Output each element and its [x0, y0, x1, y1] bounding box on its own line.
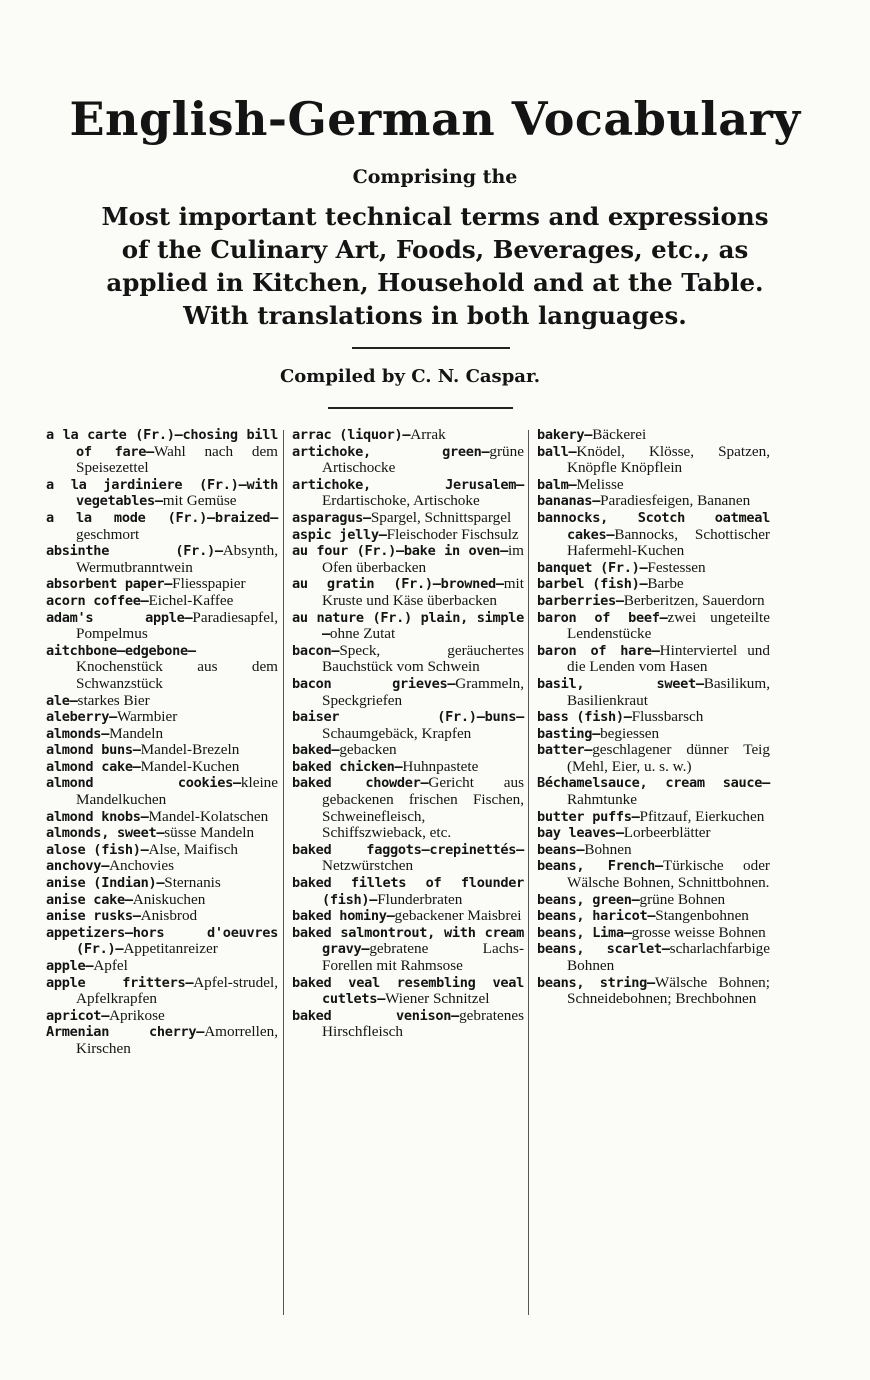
vocabulary-entry: [292, 676, 524, 709]
vocabulary-entry: [46, 908, 278, 925]
vocabulary-entry: [46, 477, 278, 510]
entry-translation: Fleischoder Fischsulz: [386, 525, 519, 543]
entry-term: aspic jelly—: [292, 526, 387, 543]
vocabulary-entry: [46, 543, 278, 576]
vocabulary-entry: [292, 643, 524, 676]
entry-term: baked—: [292, 742, 340, 759]
entry-term: barberries—: [537, 592, 624, 609]
entry-term: baked salmontrout, with cream gravy—: [292, 924, 524, 958]
vocabulary-entry: [46, 842, 278, 859]
entry-translation: Eichel-Kaffee: [148, 591, 234, 609]
entry-translation: Mandel-Brezeln: [140, 741, 240, 759]
entry-term: barbel (fish)—: [537, 576, 648, 593]
entry-term: alose (fish)—: [46, 841, 149, 858]
vocabulary-entry: [46, 427, 278, 477]
vocabulary-entry: [46, 958, 278, 975]
entry-translation: Fliesspapier: [172, 575, 246, 593]
entry-translation: Appetitanreizer: [123, 940, 218, 958]
entry-translation: grosse weisse Bohnen: [631, 923, 766, 941]
entry-term: beans, green—: [537, 891, 640, 908]
vocabulary-column-1: [46, 427, 278, 1058]
entry-translation: mit Kruste und Käse überbacken: [322, 575, 524, 609]
entry-term: aitchbone—edgebone—: [46, 642, 196, 659]
vocabulary-entry: [537, 510, 770, 560]
entry-term: ale—: [46, 692, 78, 709]
entry-term: Béchamelsauce, cream sauce—: [537, 775, 770, 792]
entry-translation: Mandeln: [109, 724, 164, 742]
vocabulary-entry: [537, 444, 770, 477]
entry-translation: Knochenstück aus dem Schwanzstück: [76, 658, 278, 692]
entry-term: baked faggots—crepinettés—: [292, 841, 524, 858]
entry-translation: begiessen: [600, 724, 660, 742]
entry-translation: Gericht aus gebackenen frischen Fischen, Schweinefleisch, Schiffszwieback, etc.: [322, 774, 524, 842]
entry-translation: grüne Bohnen: [639, 890, 726, 908]
divider-rule: [328, 407, 513, 409]
entry-term: baron of hare—: [537, 642, 660, 659]
entry-translation: Melisse: [576, 475, 624, 493]
entry-translation: Flunderbraten: [377, 890, 463, 908]
entry-translation: Erdartischoke, Artischoke: [322, 492, 480, 510]
entry-term: baked veal resembling veal cutlets—: [292, 974, 524, 1008]
entry-term: almond cake—: [46, 758, 141, 775]
entry-translation: Basilikum, Basilienkraut: [567, 674, 770, 709]
entry-translation: Alse, Maifisch: [148, 840, 238, 858]
entry-term: a la mode (Fr.)—braized—: [46, 509, 278, 526]
entry-term: beans, haricot—: [537, 908, 656, 925]
entry-translation: Barbe: [647, 575, 684, 593]
entry-term: a la carte (Fr.)—chosing bill of fare—: [46, 427, 278, 460]
vocabulary-entry: [292, 742, 524, 759]
vocabulary-entry: [537, 825, 770, 842]
entry-translation: Anchovies: [109, 857, 175, 875]
entry-translation: Speck, geräuchertes Bauchstück vom Schwein: [322, 641, 524, 676]
column-divider: [283, 430, 284, 1315]
vocabulary-entry: [537, 858, 770, 891]
vocabulary-entry: [46, 643, 278, 693]
entry-translation: Mandel-Kuchen: [140, 757, 240, 775]
entry-translation: Knödel, Klösse, Spatzen, Knöpfle Knöpflein: [567, 442, 770, 477]
entry-term: baked hominy—: [292, 908, 395, 925]
entry-translation: gebratene Lachs-Forellen mit Rahmsose: [322, 940, 524, 974]
vocabulary-entry: [537, 593, 770, 610]
entry-translation: Berberitzen, Sauerdorn: [623, 591, 765, 609]
entry-term: bacon grieves—: [292, 675, 456, 692]
entry-term: beans, French—: [537, 858, 663, 875]
entry-translation: Sternanis: [164, 874, 221, 892]
entry-term: arrac (liquor)—: [292, 427, 411, 443]
entry-term: au four (Fr.)—bake in oven—: [292, 543, 508, 560]
vocabulary-entry: [537, 842, 770, 859]
vocabulary-entry: [537, 576, 770, 593]
entry-translation: Bäckerei: [592, 426, 647, 443]
vocabulary-entry: [292, 775, 524, 841]
vocabulary-entry: [292, 975, 524, 1008]
entry-translation: Apfel-strudel, Apfelkrapfen: [76, 973, 278, 1008]
entry-term: acorn coffee—: [46, 592, 149, 609]
entry-translation: starkes Bier: [77, 691, 150, 709]
entry-term: anise cake—: [46, 891, 133, 908]
entry-term: artichoke, green—: [292, 443, 490, 460]
entry-translation: Türkische oder Wälsche Bohnen, Schnittbohnen.: [567, 857, 770, 892]
entry-term: anchovy—: [46, 858, 110, 875]
vocabulary-entry: [46, 892, 278, 909]
entry-translation: Stangenbohnen: [655, 907, 749, 925]
description-line: Most important technical terms and expressions: [101, 202, 769, 231]
vocabulary-entry: [292, 610, 524, 643]
entry-translation: Amorrellen, Kirschen: [76, 1023, 278, 1057]
entry-term: butter puffs—: [537, 808, 640, 825]
vocabulary-column-2: [292, 427, 524, 1041]
entry-translation: Mandel-Kolatschen: [148, 807, 269, 825]
entry-term: asparagus—: [292, 509, 371, 526]
entry-term: bacon—: [292, 642, 340, 659]
entry-term: anise rusks—: [46, 908, 141, 925]
vocabulary-entry: [292, 1008, 524, 1041]
entry-term: almonds—: [46, 725, 110, 742]
vocabulary-entry: [292, 477, 524, 510]
entry-term: almond cookies—: [46, 775, 241, 792]
entry-translation: ohne Zutat: [329, 625, 396, 643]
vocabulary-entry: [292, 759, 524, 776]
vocabulary-entry: [537, 676, 770, 709]
entry-term: bananas—: [537, 493, 601, 510]
vocabulary-entry: [46, 726, 278, 743]
entry-translation: gebacken: [339, 741, 397, 759]
vocabulary-entry: [292, 908, 524, 925]
vocabulary-entry: [537, 726, 770, 743]
entry-term: balm—: [537, 476, 577, 493]
vocabulary-entry: [537, 493, 770, 510]
column-divider: [528, 430, 529, 1315]
entry-term: absinthe (Fr.)—: [46, 543, 223, 560]
vocabulary-entry: [537, 925, 770, 942]
entry-term: appetizers—hors d'oeuvres (Fr.)—: [46, 924, 278, 958]
entry-translation: Bannocks, Schottischer Hafermehl-Kuchen: [567, 525, 770, 560]
entry-term: baked venison—: [292, 1007, 460, 1024]
entry-translation: kleine Mandelkuchen: [76, 774, 278, 809]
entry-term: Armenian cherry—: [46, 1024, 205, 1041]
entry-term: basting—: [537, 725, 601, 742]
vocabulary-entry: [537, 941, 770, 974]
entry-term: bannocks, Scotch oatmeal cakes—: [537, 509, 770, 543]
entry-term: almonds, sweet—: [46, 825, 165, 842]
entry-term: beans, Lima—: [537, 924, 632, 941]
entry-translation: Arrak: [410, 426, 446, 443]
vocabulary-entry: [537, 709, 770, 726]
entry-term: artichoke, Jerusalem—: [292, 476, 524, 493]
vocabulary-entry: [537, 560, 770, 577]
entry-term: anise (Indian)—: [46, 875, 165, 892]
entry-term: almond buns—: [46, 742, 141, 759]
vocabulary-entry: [46, 1024, 278, 1057]
entry-translation: gebratenes Hirschfleisch: [322, 1006, 524, 1041]
entry-term: au gratin (Fr.)—browned—: [292, 576, 504, 593]
vocabulary-entry: [46, 593, 278, 610]
vocabulary-entry: [46, 576, 278, 593]
vocabulary-entry: [46, 809, 278, 826]
vocabulary-entry: [46, 875, 278, 892]
vocabulary-entry: [46, 858, 278, 875]
vocabulary-entry: [292, 543, 524, 576]
entry-term: adam's apple—: [46, 609, 193, 626]
vocabulary-entry: [46, 610, 278, 643]
vocabulary-column-3: [537, 427, 770, 1008]
entry-translation: geschlagener dünner Teig (Mehl, Eier, u. s. w.): [567, 741, 770, 775]
entry-term: a la jardiniere (Fr.)—with vegetables—: [46, 476, 278, 510]
vocabulary-entry: [537, 809, 770, 826]
entry-translation: Rahmtunke: [567, 791, 638, 809]
vocabulary-entry: [537, 610, 770, 643]
vocabulary-entry: [46, 709, 278, 726]
entry-term: beans, scarlet—: [537, 941, 670, 958]
entry-term: apricot—: [46, 1007, 110, 1024]
entry-translation: geschmort: [76, 525, 140, 543]
entry-translation: Absynth, Wermutbranntwein: [76, 542, 278, 576]
entry-term: bass (fish)—: [537, 709, 632, 726]
description-line: of the Culinary Art, Foods, Beverages, etc., as: [121, 235, 749, 264]
entry-translation: Festessen: [647, 558, 706, 576]
entry-term: apple—: [46, 958, 94, 974]
entry-term: baiser (Fr.)—buns—: [292, 709, 524, 726]
description-line: applied in Kitchen, Household and at the Table.: [106, 268, 764, 297]
entry-translation: zwei ungeteilte Lendenstücke: [567, 608, 770, 643]
entry-translation: Grammeln, Speckgriefen: [322, 674, 524, 709]
entry-term: batter—: [537, 742, 593, 759]
vocabulary-entry: [46, 1008, 278, 1025]
entry-translation: Warmbier: [116, 708, 178, 726]
vocabulary-entry: [537, 427, 770, 444]
entry-term: absorbent paper—: [46, 576, 173, 593]
entry-translation: Pfitzauf, Eierkuchen: [639, 807, 765, 825]
entry-translation: Huhnpastete: [402, 757, 479, 775]
entry-translation: gebackener Maisbrei: [394, 907, 522, 925]
entry-translation: Spargel, Schnittspargel: [370, 508, 512, 526]
entry-translation: Anisbrod: [140, 907, 198, 925]
entry-translation: im Ofen überbacken: [322, 542, 524, 576]
entry-translation: Apfel: [93, 957, 128, 974]
entry-translation: grüne Artischocke: [322, 442, 524, 477]
entry-translation: süsse Mandeln: [164, 824, 255, 842]
vocabulary-entry: [46, 925, 278, 958]
entry-term: beans—: [537, 841, 585, 858]
description-line: With translations in both languages.: [183, 301, 687, 330]
vocabulary-entry: [46, 693, 278, 710]
entry-translation: Flussbarsch: [631, 708, 704, 726]
vocabulary-entry: [292, 510, 524, 527]
vocabulary-entry: [292, 444, 524, 477]
subtitle-comprising: Comprising the: [352, 166, 518, 188]
entry-translation: Wiener Schnitzel: [385, 990, 490, 1008]
vocabulary-entry: [292, 842, 524, 875]
vocabulary-entry: [46, 775, 278, 808]
entry-translation: Lorbeerblätter: [623, 824, 711, 842]
compiled-by: Compiled by C. N. Caspar.: [279, 366, 541, 387]
entry-term: baked chowder—: [292, 775, 429, 792]
vocabulary-entry: [537, 892, 770, 909]
vocabulary-entry: [537, 908, 770, 925]
entry-translation: Bohnen: [584, 840, 632, 858]
vocabulary-entry: [292, 925, 524, 975]
entry-translation: Wälsche Bohnen; Schneidebohnen; Brechbohnen: [567, 973, 770, 1008]
vocabulary-entry: [46, 975, 278, 1008]
vocabulary-entry: [46, 759, 278, 776]
vocabulary-entry: [292, 527, 524, 544]
entry-translation: Wahl nach dem Speisezettel: [76, 442, 278, 477]
entry-term: baron of beef—: [537, 609, 668, 626]
entry-translation: Aprikose: [109, 1006, 165, 1024]
entry-term: almond knobs—: [46, 808, 149, 825]
entry-term: aleberry—: [46, 709, 117, 726]
divider-rule: [352, 347, 510, 349]
entry-translation: Aniskuchen: [132, 890, 206, 908]
vocabulary-entry: [292, 427, 524, 444]
entry-term: au nature (Fr.) plain, simple—: [292, 609, 524, 643]
entry-term: bay leaves—: [537, 825, 624, 842]
entry-translation: Paradiesapfel, Pompelmus: [76, 608, 278, 643]
vocabulary-entry: [46, 825, 278, 842]
entry-term: ball—: [537, 443, 577, 460]
entry-translation: Paradiesfeigen, Bananen: [600, 492, 751, 510]
entry-translation: Netzwürstchen: [322, 857, 414, 875]
vocabulary-entry: [46, 742, 278, 759]
entry-translation: Schaumgebäck, Krapfen: [322, 724, 472, 742]
entry-term: bakery—: [537, 427, 593, 443]
entry-translation: Hinterviertel und die Lenden vom Hasen: [567, 641, 770, 676]
vocabulary-entry: [537, 742, 770, 775]
entry-translation: mit Gemüse: [162, 492, 237, 510]
vocabulary-entry: [537, 975, 770, 1008]
entry-translation: scharlachfarbige Bohnen: [567, 940, 770, 974]
vocabulary-entry: [292, 875, 524, 908]
description: [40, 200, 830, 332]
entry-term: apple fritters—: [46, 974, 194, 991]
entry-term: basil, sweet—: [537, 675, 704, 692]
vocabulary-entry: [537, 477, 770, 494]
vocabulary-entry: [292, 709, 524, 742]
vocabulary-entry: [46, 510, 278, 543]
entry-term: beans, string—: [537, 974, 655, 991]
entry-term: baked chicken—: [292, 758, 403, 775]
entry-term: banquet (Fr.)—: [537, 559, 648, 576]
vocabulary-entry: [292, 576, 524, 609]
vocabulary-entry: [537, 643, 770, 676]
entry-term: baked fillets of flounder (fish)—: [292, 875, 524, 908]
page-title: English-German Vocabulary: [69, 92, 801, 146]
vocabulary-entry: [537, 775, 770, 808]
